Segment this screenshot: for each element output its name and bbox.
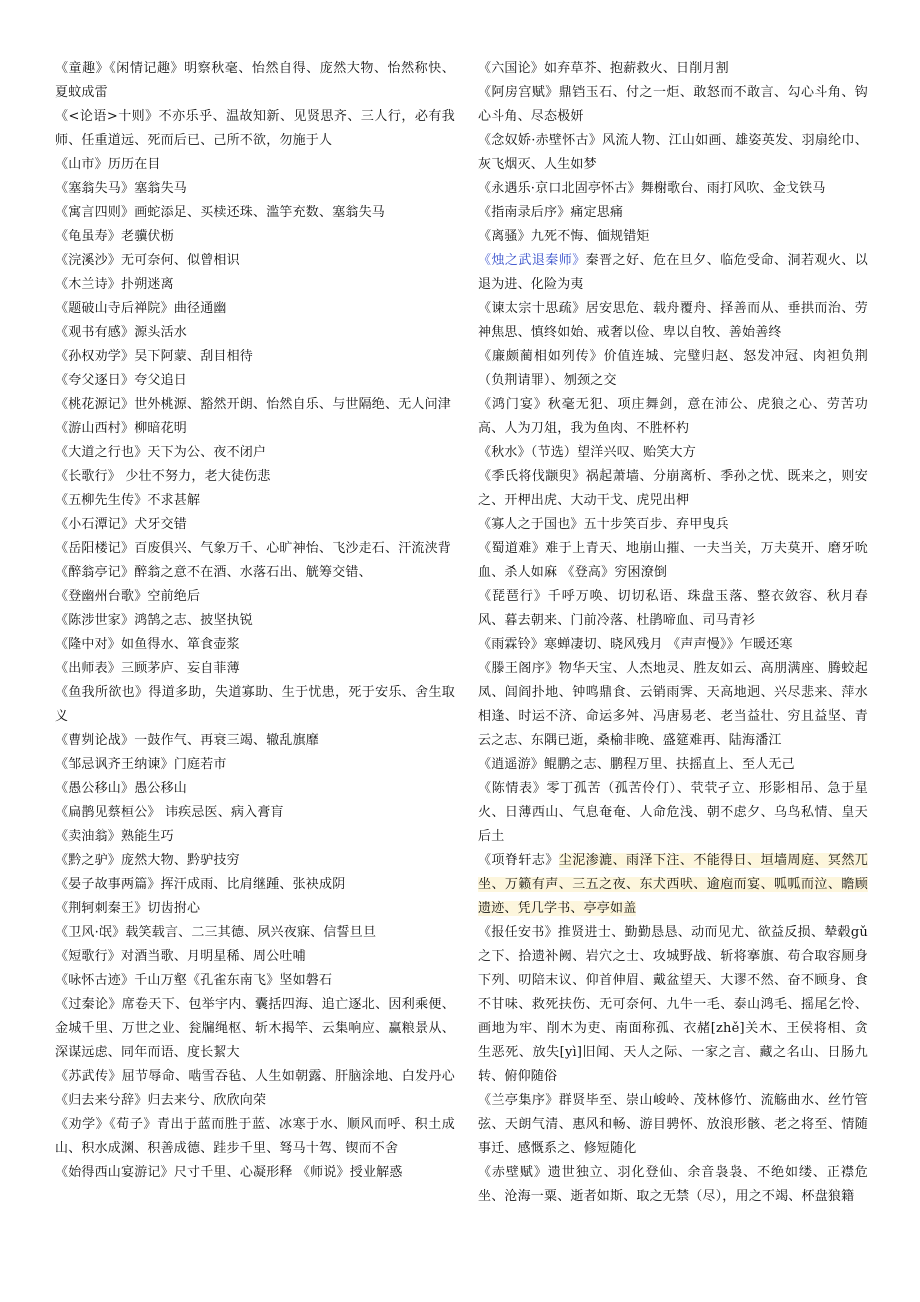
idiom-entry xyxy=(478,201,868,225)
idiom-list: 祸起萧墙、分崩离析、季孙之忧、既来之，则安之、开柙出虎、大动干戈、虎兕出柙 xyxy=(478,469,868,508)
idiom-list: 无可奈何、似曾相识 xyxy=(121,253,240,268)
idiom-entry xyxy=(55,729,455,753)
idiom-entry xyxy=(55,753,455,777)
idiom-list: 讳疾忌医、病入膏肓 xyxy=(160,805,284,820)
source-title: 《苏武传》 xyxy=(55,1069,122,1084)
idiom-entry xyxy=(55,1113,455,1161)
idiom-entry xyxy=(478,345,868,393)
source-title: 《始得西山宴游记》 xyxy=(55,1165,174,1180)
source-title: 《琵琶行》 xyxy=(478,589,548,604)
idiom-list: 历历在目 xyxy=(107,157,161,172)
source-title: 《题破山寺后禅院》 xyxy=(55,301,174,316)
idiom-list: 零丁孤苦（孤苦伶仃）、茕茕孑立、形影相吊、急于星火、日薄西山、气息奄奄、人命危浅、朝不虑夕、乌鸟私情、皇天后土 xyxy=(478,781,868,844)
idiom-list: 曲径通幽 xyxy=(173,301,227,316)
source-title: 《晏子故事两篇》 xyxy=(55,877,161,892)
idiom-entry xyxy=(55,201,455,225)
idiom-list: 青出于蓝而胜于蓝、冰寒于水、顺风而呼、积土成山、积水成渊、积善成德、跬步千里、驽马十驾、锲而不舍 xyxy=(55,1117,455,1156)
idiom-entry xyxy=(55,801,455,825)
source-title: 《蜀道难》 xyxy=(478,541,546,556)
idiom-entry xyxy=(478,657,868,753)
idiom-list: 扑朔迷离 xyxy=(121,277,174,292)
idiom-entry xyxy=(55,969,455,993)
idiom-entry xyxy=(478,1089,868,1161)
source-title: 《隆中对》 xyxy=(55,637,122,652)
source-title: 《寡人之于国也》 xyxy=(478,517,584,532)
source-title: 《逍遥游》 xyxy=(478,757,545,772)
source-title: 《劝学》《荀子》 xyxy=(55,1117,157,1132)
source-title: 《<论语>十则》 xyxy=(55,109,159,124)
idiom-entry xyxy=(55,489,455,513)
source-title: 《长歌行》 xyxy=(55,469,122,484)
idiom-list: 鲲鹏之志、鹏程万里、扶摇直上、至人无己 xyxy=(544,757,795,772)
source-title: 《卖油翁》 xyxy=(55,829,122,844)
source-title: 《出师表》 xyxy=(55,661,122,676)
source-title: 《阿房宫赋》 xyxy=(478,85,559,100)
idiom-entry xyxy=(478,753,868,777)
idiom-entry xyxy=(55,321,455,345)
source-title: 《六国论》 xyxy=(478,61,545,76)
idiom-entry xyxy=(478,297,868,345)
idiom-list: 尺寸千里、心凝形释 《师说》授业解惑 xyxy=(173,1165,403,1180)
idiom-list: 群贤毕至、崇山峻岭、茂林修竹、流觞曲水、丝竹管弦、天朗气清、惠风和畅、游目骋怀、放浪形骸、老之将至、情随事迁、感慨系之、修短随化 xyxy=(478,1093,868,1156)
idiom-list: 庞然大物、黔驴技穷 xyxy=(121,853,240,868)
source-title: 《大道之行也》 xyxy=(55,445,148,460)
source-title: 《季氏将伐颛臾》 xyxy=(478,469,586,484)
idiom-list: 得道多助，失道寡助、生于忧患，死于安乐、舍生取义 xyxy=(55,685,455,724)
idiom-list: 价值连城、完璧归赵、怒发冲冠、肉袒负荆（负荆请罪）、刎颈之交 xyxy=(478,349,868,388)
source-title: 《鸿门宴》 xyxy=(478,397,548,412)
idiom-entry xyxy=(55,657,455,681)
source-title: 《谏太宗十思疏》 xyxy=(478,301,586,316)
source-title: 《愚公移山》 xyxy=(55,781,135,796)
source-title: 《报任安书》 xyxy=(478,925,558,940)
idiom-list: 屈节辱命、啮雪吞毡、人生如朝露、肝脑涂地、白发丹心 《归去来兮辞》归去来兮、欣欣向荣 xyxy=(55,1069,455,1108)
idiom-entry xyxy=(55,921,455,945)
source-title: 《黔之驴》 xyxy=(55,853,122,868)
source-title: 《卫风·氓》 xyxy=(55,925,126,940)
idiom-entry xyxy=(478,849,868,921)
idiom-list: 画蛇添足、买椟还珠、滥竽充数、塞翁失马 xyxy=(134,205,386,220)
idiom-entry xyxy=(478,81,868,129)
idiom-list: 少壮不努力，老大徒伤悲 xyxy=(121,469,271,484)
idiom-entry xyxy=(478,1161,868,1209)
idiom-entry xyxy=(55,777,455,801)
source-title: 《小石潭记》 xyxy=(55,517,135,532)
idiom-entry xyxy=(55,537,455,561)
source-title: 《桃花源记》 xyxy=(55,397,135,412)
source-title: 《醉翁亭记》 xyxy=(55,565,135,580)
idiom-entry xyxy=(55,345,455,369)
source-title: 《浣溪沙》 xyxy=(55,253,122,268)
idiom-list: 遗世独立、羽化登仙、余音袅袅、不绝如缕、正襟危坐、沧海一粟、逝者如斯、取之无禁（尽），用之不竭、杯盘狼籍 xyxy=(478,1165,868,1204)
idiom-list: 塞翁失马 xyxy=(134,181,188,196)
idiom-list: 痛定思痛 xyxy=(570,205,624,220)
idiom-list: 世外桃源、豁然开朗、怡然自乐、与世隔绝、无人问津 xyxy=(134,397,452,412)
idiom-list: 千山万壑《孔雀东南飞》坚如磐石 xyxy=(134,973,333,988)
idiom-entry xyxy=(55,417,455,441)
idiom-list: 九死不悔、偭规错矩 xyxy=(530,229,650,244)
idiom-list: 鼎铛玉石、付之一炬、敢怒而不敢言、勾心斗角、钩心斗角、尽态极妍 xyxy=(478,85,868,124)
idiom-entry xyxy=(478,225,868,249)
source-title: 《童趣》《闲情记趣》 xyxy=(55,61,185,76)
idiom-list: 门庭若市 xyxy=(173,757,227,772)
idiom-entry xyxy=(55,1065,455,1113)
source-title: 《邹忌讽齐王纳谏》 xyxy=(55,757,174,772)
source-title: 《扁鹊见蔡桓公》 xyxy=(55,805,161,820)
idiom-list: 秦晋之好、危在旦夕、临危受命、洞若观火、以退为进、化险为夷 xyxy=(478,253,868,292)
idiom-list: 推贤进士、勤勤恳恳、动而见尤、欲益反损、辇毂gǔ之下、拾遗补阙、岩穴之士、攻城野战、斩将搴旗、苟合取容厕身下列、叨陪末议、仰首伸眉、戴盆望天、大谬不然、奋不顾身、食不甘味、救死扶伤、无可奈何、九牛一毛、泰山鸿毛、摇尾乞怜、画地为牢、削木为吏、南面称孤、衣赭[zhě]关木、王侯将相、贪生恶死、放失[yì]旧闻、天人之际、一家之言、藏之名山、日肠九转、俯仰随俗 xyxy=(478,925,869,1084)
idiom-list: 如鱼得水、箪食壶浆 xyxy=(121,637,240,652)
idiom-entry xyxy=(55,369,455,393)
idiom-entry xyxy=(55,249,455,273)
idiom-entry xyxy=(55,609,455,633)
source-title: 《鱼我所欲也》 xyxy=(55,685,149,700)
source-title[interactable]: 《烛之武退秦师》 xyxy=(478,253,586,268)
idiom-list: 百废俱兴、气象万千、心旷神怡、飞沙走石、汗流浃背 xyxy=(134,541,452,556)
source-title: 《荆轲刺秦王》 xyxy=(55,901,148,916)
idiom-entry xyxy=(478,465,868,513)
idiom-list: 不亦乐乎、温故知新、见贤思齐、三人行，必有我师、任重道远、死而后已、己所不欲，勿施于人 xyxy=(55,109,455,148)
idiom-list: 舞榭歌台、雨打风吹、金戈铁马 xyxy=(640,181,826,196)
source-title: 《赤壁赋》 xyxy=(478,1165,548,1180)
idiom-entry xyxy=(478,393,868,441)
idiom-list: 空前绝后 xyxy=(147,589,201,604)
source-title: 《夸父逐日》 xyxy=(55,373,135,388)
idiom-list: 柳暗花明 xyxy=(134,421,188,436)
idiom-list: 犬牙交错 xyxy=(134,517,188,532)
source-title: 《永遇乐·京口北固亭怀古》 xyxy=(478,181,641,196)
source-title: 《廉颇蔺相如列传》 xyxy=(478,349,604,364)
idiom-entry xyxy=(55,849,455,873)
idiom-entry xyxy=(55,105,455,153)
idiom-entry xyxy=(478,921,868,1089)
source-title: 《离骚》 xyxy=(478,229,531,244)
idiom-entry xyxy=(478,585,868,633)
idiom-entry xyxy=(478,177,868,201)
source-title: 《过秦论》 xyxy=(55,997,122,1012)
idiom-entry xyxy=(55,513,455,537)
idiom-entry xyxy=(55,177,455,201)
idiom-entry xyxy=(478,249,868,297)
idiom-list: 物华天宝、人杰地灵、胜友如云、高朋满座、腾蛟起凤、闾阎扑地、钟鸣鼎食、云销雨霁、天高地迥、兴尽悲来、萍水相逢、时运不济、命运多舛、冯唐易老、老当益壮、穷且益坚、青云之志、东隅已逝，桑榆非晚、盛筵难再、陆海潘江 xyxy=(478,661,868,748)
source-title: 《指南录后序》 xyxy=(478,205,571,220)
idiom-list: 秋毫无犯、项庄舞剑，意在沛公、虎狼之心、劳苦功高、人为刀俎，我为鱼肉、不胜杯杓 xyxy=(478,397,868,436)
idiom-list: 老骥伏枥 xyxy=(121,229,174,244)
source-title: 《咏怀古迹》 xyxy=(55,973,135,988)
idiom-entry xyxy=(478,441,868,465)
idiom-list: 愚公移山 xyxy=(134,781,188,796)
left-column xyxy=(55,57,455,1185)
idiom-list: 席卷天下、包举宇内、囊括四海、追亡逐北、因利乘便、金城千里、万世之业、瓮牖绳枢、斩木揭竿、云集响应、赢粮景从、深谋远虑、同年而语、度长絜大 xyxy=(55,997,455,1060)
idiom-entry xyxy=(55,1161,455,1185)
idiom-list: 如弃草芥、抱薪救火、日削月割 xyxy=(544,61,729,76)
idiom-list: 醉翁之意不在酒、水落石出、觥筹交错、 xyxy=(134,565,372,580)
idiom-list: 对酒当歌、月明星稀、周公吐哺 xyxy=(121,949,306,964)
idiom-entry xyxy=(55,393,455,417)
idiom-entry xyxy=(55,561,455,585)
idiom-entry xyxy=(478,129,868,177)
source-title: 《山市》 xyxy=(55,157,108,172)
source-title: 《塞翁失马》 xyxy=(55,181,135,196)
idiom-list: 尘泥渗漉、雨泽下注、不能得日、垣墙周庭、冥然兀坐、万籁有声、三五之夜、东犬西吠、逾庖而宴、呱呱而泣、瞻顾遗迹、凭几学书、亭亭如盖 xyxy=(478,853,868,916)
idiom-list: 望洋兴叹、贻笑大方 xyxy=(577,445,696,460)
idiom-list: 熟能生巧 xyxy=(121,829,174,844)
idiom-entry xyxy=(55,633,455,657)
idiom-entry xyxy=(55,153,455,177)
idiom-list: 一鼓作气、再衰三竭、辙乱旗靡 xyxy=(134,733,320,748)
idiom-entry xyxy=(478,777,868,849)
source-title: 《游山西村》 xyxy=(55,421,135,436)
idiom-entry xyxy=(55,825,455,849)
source-title: 《念奴娇·赤壁怀古》 xyxy=(478,133,603,148)
source-title: 《观书有感》 xyxy=(55,325,135,340)
idiom-entry xyxy=(55,297,455,321)
idiom-list: 居安思危、载舟覆舟、择善而从、垂拱而治、劳神焦思、慎终如始、戒奢以俭、卑以自牧、善始善终 xyxy=(478,301,868,340)
source-title: 《五柳先生传》 xyxy=(55,493,148,508)
idiom-list: 风流人物、江山如画、雄姿英发、羽扇纶巾、灰飞烟灭、人生如梦 xyxy=(478,133,868,172)
source-title: 《孙权劝学》 xyxy=(55,349,135,364)
idiom-list: 源头活水 xyxy=(134,325,188,340)
idiom-list: 寒蝉凄切、晓风残月 《声声慢》》乍暖还寒 xyxy=(544,637,793,652)
source-title: 《陈情表》 xyxy=(478,781,547,796)
idiom-entry xyxy=(55,993,455,1065)
idiom-entry xyxy=(55,945,455,969)
idiom-entry xyxy=(55,225,455,249)
idiom-entry xyxy=(478,513,868,537)
source-title: 《雨霖铃》 xyxy=(478,637,545,652)
idiom-list: 切齿拊心 xyxy=(147,901,201,916)
right-column xyxy=(478,57,868,1209)
idiom-entry xyxy=(478,57,868,81)
idiom-list: 千呼万唤、切切私语、珠盘玉落、整衣敛容、秋月春风、暮去朝来、门前冷落、杜鹃啼血、司马青衫 xyxy=(478,589,868,628)
idiom-entry xyxy=(55,681,455,729)
idiom-list: 五十步笑百步、弃甲曳兵 xyxy=(583,517,729,532)
idiom-entry xyxy=(478,633,868,657)
idiom-entry xyxy=(55,441,455,465)
source-title: 《项脊轩志》 xyxy=(478,853,559,868)
idiom-entry xyxy=(478,537,868,585)
idiom-list: 吴下阿蒙、刮目相待 xyxy=(134,349,254,364)
idiom-list: 明察秋毫、怡然自得、庞然大物、怡然称快、夏蚊成雷 xyxy=(55,61,455,100)
idiom-entry xyxy=(55,57,455,105)
idiom-list: 鸿鹄之志、披坚执锐 xyxy=(134,613,254,628)
source-title: 《木兰诗》 xyxy=(55,277,122,292)
idiom-list: 难于上青天、地崩山摧、一夫当关，万夫莫开、磨牙吮血、杀人如麻 《登高》穷困潦倒 xyxy=(478,541,868,580)
idiom-entry xyxy=(55,585,455,609)
source-title: 《兰亭集序》 xyxy=(478,1093,559,1108)
idiom-list: 不求甚解 xyxy=(147,493,201,508)
source-title: 《寓言四则》 xyxy=(55,205,135,220)
idiom-entry xyxy=(55,873,455,897)
idiom-list: 挥汗成雨、比肩继踵、张袂成阴 xyxy=(160,877,346,892)
source-title: 《曹刿论战》 xyxy=(55,733,135,748)
idiom-list: 三顾茅庐、妄自菲薄 xyxy=(121,661,240,676)
source-title: 《短歌行》 xyxy=(55,949,122,964)
idiom-list: 载笑载言、二三其德、夙兴夜寐、信誓旦旦 xyxy=(125,925,377,940)
source-title: 《秋水》（节选） xyxy=(478,445,578,460)
idiom-entry xyxy=(55,273,455,297)
source-title: 《登幽州台歌》 xyxy=(55,589,148,604)
idiom-list: 夸父追日 xyxy=(134,373,188,388)
idiom-entry xyxy=(55,465,455,489)
idiom-list: 天下为公、夜不闭户 xyxy=(147,445,267,460)
source-title: 《滕王阁序》 xyxy=(478,661,559,676)
source-title: 《龟虽寿》 xyxy=(55,229,122,244)
source-title: 《陈涉世家》 xyxy=(55,613,135,628)
source-title: 《岳阳楼记》 xyxy=(55,541,135,556)
idiom-entry xyxy=(55,897,455,921)
